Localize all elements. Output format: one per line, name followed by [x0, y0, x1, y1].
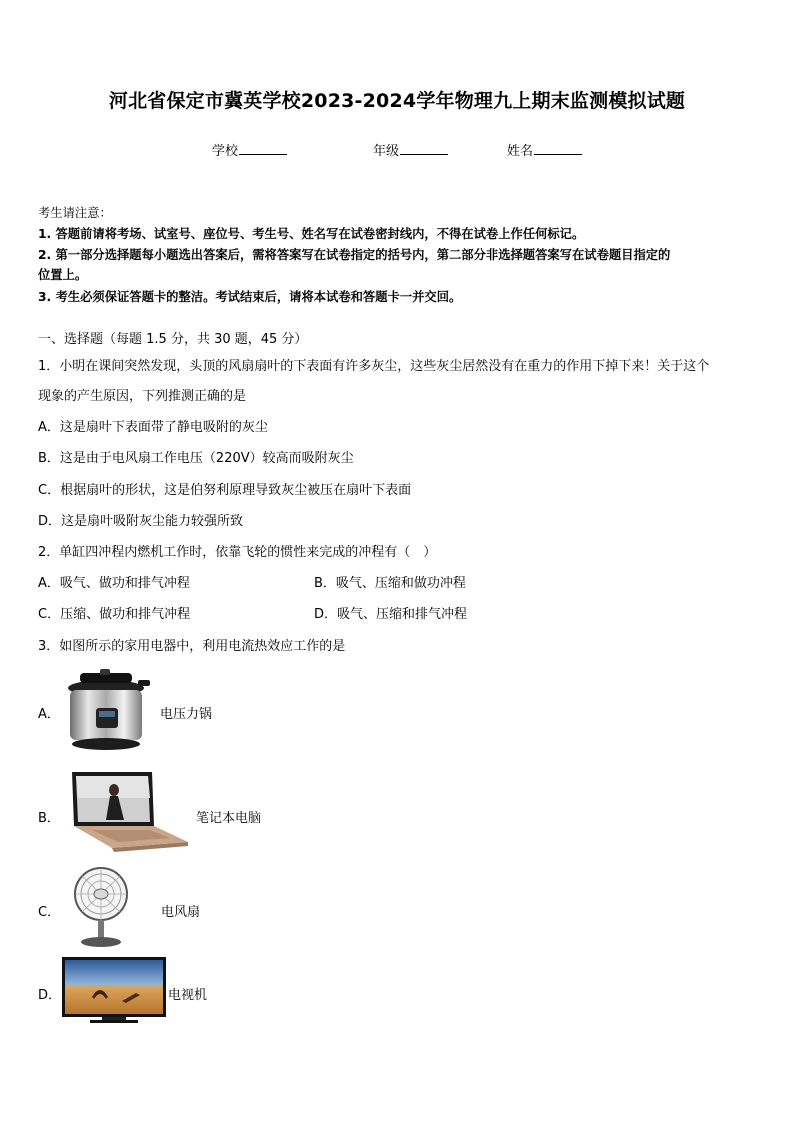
q3-option-a-label: 电压力锅 [160, 707, 213, 722]
q3-option-a-letter: A． [38, 707, 60, 722]
q1-option-d: D．这是扇叶吸附灰尘能力较强所致 [38, 514, 244, 529]
notice-item-2: 2. 第一部分选择题每小题选出答案后，需将答案写在试卷指定的括号内，第二部分非选择题答案写在试卷题目指定的 [38, 248, 671, 262]
q3-option-b-letter: B． [38, 811, 60, 826]
q3-option-b-label: 笔记本电脑 [196, 811, 262, 826]
section-heading: 一、选择题（每题 1.5 分，共 30 题，45 分） [38, 332, 308, 347]
notice-item-3: 3. 考生必须保证答题卡的整洁。考试结束后，请将本试卷和答题卡一并交回。 [38, 290, 462, 304]
q2-option-c: C．压缩、做功和排气冲程 [38, 607, 191, 622]
q3-option-d-letter: D． [38, 988, 62, 1003]
school-field [212, 140, 287, 159]
q1-option-b: B．这是由于电风扇工作电压（220V）较高而吸附灰尘 [38, 451, 354, 466]
q3-option-d-label: 电视机 [168, 988, 208, 1003]
electric-fan-icon [70, 866, 132, 948]
q1-option-c: C．根据扇叶的形状，这是伯努利原理导致灰尘被压在扇叶下表面 [38, 483, 412, 498]
q1-stem-line1: 1．小明在课间突然发现，头顶的风扇扇叶的下表面有许多灰尘，这些灰尘居然没有在重力的作用下掉下来！关于这个 [38, 359, 710, 374]
q3-option-c-label: 电风扇 [161, 905, 201, 920]
q3-option-c-letter: C． [38, 905, 61, 920]
q2-option-b: B．吸气、压缩和做功冲程 [314, 576, 466, 591]
school-label: 学校 [212, 144, 239, 159]
grade-blank [400, 142, 448, 155]
grade-field [373, 140, 448, 159]
name-field [507, 140, 582, 159]
grade-label: 年级 [373, 144, 400, 159]
school-blank [239, 142, 287, 155]
notice-heading: 考生请注意： [38, 206, 112, 220]
notice-item-2-cont: 位置上。 [38, 268, 88, 282]
exam-title: 河北省保定市冀英学校2023-2024学年物理九上期末监测模拟试题 [108, 90, 686, 112]
laptop-icon [62, 768, 190, 854]
pressure-cooker-icon [60, 668, 152, 754]
q2-option-a: A．吸气、做功和排气冲程 [38, 576, 190, 591]
television-icon [62, 957, 166, 1025]
q1-stem-line2: 现象的产生原因，下列推测正确的是 [38, 389, 247, 404]
q2-stem: 2．单缸四冲程内燃机工作时，依靠飞轮的惯性来完成的冲程有（ ） [38, 545, 437, 560]
q2-option-d: D．吸气、压缩和排气冲程 [314, 607, 468, 622]
name-blank [534, 142, 582, 155]
q3-stem: 3．如图所示的家用电器中，利用电流热效应工作的是 [38, 639, 346, 654]
name-label: 姓名 [507, 144, 534, 159]
notice-item-1: 1. 答题前请将考场、试室号、座位号、考生号、姓名写在试卷密封线内，不得在试卷上作任何标记。 [38, 227, 585, 241]
q1-option-a: A．这是扇叶下表面带了静电吸附的灰尘 [38, 420, 268, 435]
